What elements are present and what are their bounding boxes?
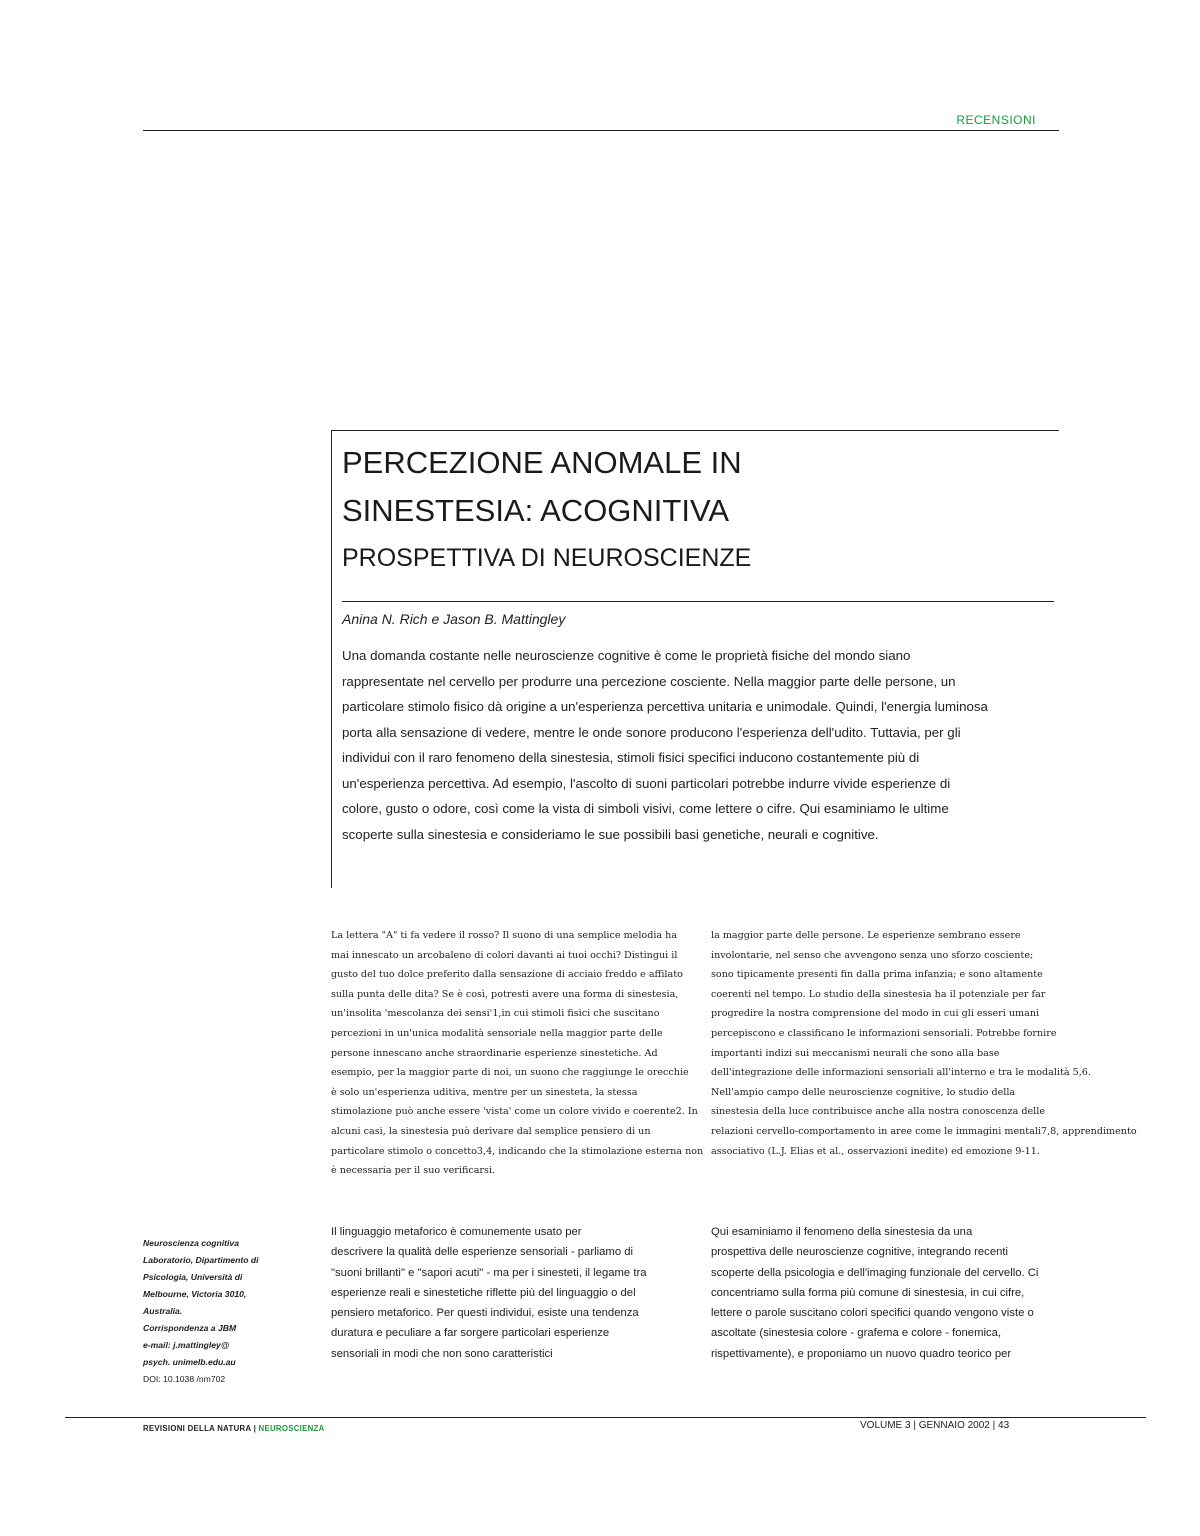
journal-name <box>143 1424 325 1433</box>
body-line: è solo un'esperienza uditiva, mentre per un sinesteta, la stessa <box>331 1086 638 1098</box>
body-column-2 <box>711 926 1137 1161</box>
body-line: lettere o parole suscitano colori specifici quando vengono viste o <box>711 1307 1034 1320</box>
doi-link[interactable]: DOI: 10.1038 /nm702 <box>143 1374 226 1384</box>
article-title-line-2: SINESTESIA: ACOGNITIVA <box>342 493 730 528</box>
abstract-line: particolare stimolo fisico dà origine a un'esperienza percettiva unitaria e unimodale. Quindi, l'energia luminosa <box>342 699 988 714</box>
journal-section: NEUROSCIENZA <box>258 1424 325 1433</box>
affiliation-line: psych. unimelb.edu.au <box>143 1357 236 1367</box>
body-line: mai innescato un arcobaleno di colori davanti ai tuoi occhi? Distingui il <box>331 949 678 961</box>
abstract <box>342 643 1047 847</box>
affiliation-line: Melbourne, Victoria 3010, <box>143 1289 247 1299</box>
body-line: gusto del tuo dolce preferito dalla sensazione di acciaio freddo e affilato <box>331 969 683 981</box>
body-line: progredire la nostra comprensione del modo in cui gli esseri umani <box>711 1008 1040 1020</box>
body-line: La lettera "A" ti fa vedere il rosso? Il suono di una semplice melodia ha <box>331 930 678 941</box>
body-line: descrivere la qualità delle esperienze sensoriali - parliamo di <box>331 1246 634 1259</box>
body-line: persone innescano anche straordinarie esperienze sinestetiche. Ad <box>331 1047 658 1059</box>
affiliation-line: e-mail: j.mattingley@ <box>143 1340 230 1350</box>
affiliation-line: Australia. <box>143 1306 183 1316</box>
title-box-left-border <box>331 430 332 888</box>
abstract-line: scoperte sulla sinestesia e consideriamo le sue possibili basi genetiche, neurali e cognitive. <box>342 826 879 842</box>
body-line: duratura e peculiare a far sorgere particolari esperienze <box>331 1327 610 1340</box>
abstract-line: colore, gusto o odore, così come la vista di simboli visivi, come lettere o cifre. Qui esaminiamo le ultime <box>342 801 949 816</box>
abstract-line: Una domanda costante nelle neuroscienze cognitive è come le proprietà fisiche del mondo siano <box>342 648 911 663</box>
affiliation-line: Psicologia, Università di <box>143 1272 243 1282</box>
body-line: "suoni brillanti" e "sapori acuti" - ma per i sinesteti, il legame tra <box>331 1266 647 1279</box>
affiliation-line: Neuroscienza cognitiva <box>143 1238 239 1248</box>
body-line: la maggior parte delle persone. Le esperienze sembrano essere <box>711 930 1021 941</box>
body-line: importanti indizi sui meccanismi neurali che sono alla base <box>711 1047 1000 1059</box>
body-line: alcuni casi, la sinestesia può derivare dal semplice pensiero di un <box>331 1125 651 1137</box>
body-line: associativo (L.J. Elias et al., osservazioni inedite) ed emozione 9-11. <box>711 1145 1040 1157</box>
body-line: rispettivamente), e proponiamo un nuovo quadro teorico per <box>711 1347 1012 1360</box>
article-subtitle: PROSPETTIVA DI NEUROSCIENZE <box>342 544 752 572</box>
author-affiliation <box>143 1235 313 1388</box>
body-line: Qui esaminiamo il fenomeno della sinestesia da una <box>711 1226 973 1238</box>
body-line: particolare stimolo o concetto3,4, indicando che la stimolazione esterna non <box>331 1145 704 1157</box>
body-line: ascoltate (sinestesia colore - grafema e colore - fonemica, <box>711 1327 1002 1340</box>
abstract-line: rappresentate nel cervello per produrre una percezione cosciente. Nella maggior parte delle persone, un <box>342 673 956 689</box>
header-rule <box>143 130 1059 131</box>
title-box-top-border <box>331 430 1059 431</box>
body-column-4 <box>711 1222 1071 1364</box>
body-line: dell'integrazione delle informazioni sensoriali all'interno e tra le modalità 5,6. <box>711 1067 1091 1079</box>
body-column-1 <box>331 926 704 1181</box>
body-line: percepiscono e classificano le informazioni sensoriali. Potrebbe fornire <box>711 1027 1057 1039</box>
issue-info: VOLUME 3 | GENNAIO 2002 | 43 <box>860 1420 1010 1431</box>
body-line: è necessaria per il suo verificarsi. <box>331 1165 496 1177</box>
body-line: pensiero metaforico. Per questi individui, esiste una tendenza <box>331 1307 639 1320</box>
body-column-3 <box>331 1222 691 1364</box>
abstract-line: un'esperienza percettiva. Ad esempio, l'ascolto di suoni particolari potrebbe indurre vivide esperienze di <box>342 775 951 791</box>
section-label: RECENSIONI <box>956 113 1036 127</box>
body-line: relazioni cervello-comportamento in aree come le immagini mentali7,8, apprendimento <box>711 1125 1137 1137</box>
body-line: concentriamo sulla forma più comune di sinestesia, in cui cifre, <box>711 1286 1025 1299</box>
body-line: Il linguaggio metaforico è comunemente usato per <box>331 1226 582 1238</box>
body-line: sono tipicamente presenti fin dalla prima infanzia; e sono altamente <box>711 969 1043 981</box>
journal-prefix: REVISIONI DELLA NATURA | <box>143 1424 259 1433</box>
body-line: prospettiva delle neuroscienze cognitive, integrando recenti <box>711 1246 1009 1259</box>
body-line: sensoriali in modi che non sono caratteristici <box>331 1347 553 1360</box>
body-line: esperienze reali e sinestetiche riflette più del linguaggio o del <box>331 1286 636 1299</box>
footer-rule <box>65 1417 1146 1418</box>
body-line: sulla punta delle dita? Se è così, potresti avere una forma di sinestesia, <box>331 988 679 1000</box>
affiliation-line: Corrispondenza a JBM <box>143 1323 237 1333</box>
body-line: un'insolita 'mescolanza dei sensi'1,in cui stimoli fisici che suscitano <box>331 1008 660 1020</box>
body-line: involontarie, nel senso che avvengono senza uno sforzo cosciente; <box>711 949 1034 961</box>
abstract-line: individui con il raro fenomeno della sinestesia, stimoli fisici specifici inducono costantemente più di <box>342 750 920 765</box>
body-line: coerenti nel tempo. Lo studio della sinestesia ha il potenziale per far <box>711 988 1046 1000</box>
article-title-line-1: PERCEZIONE ANOMALE IN <box>342 445 742 480</box>
affiliation-line: Laboratorio, Dipartimento di <box>143 1255 259 1265</box>
article-authors: Anina N. Rich e Jason B. Mattingley <box>342 611 566 627</box>
body-line: esempio, per la maggior parte di noi, un suono che raggiunge le orecchie <box>331 1067 689 1079</box>
body-line: percezioni in un'unica modalità sensoriale nella maggior parte delle <box>331 1027 663 1039</box>
body-line: stimolazione può anche essere 'vista' come un colore vivido e coerente2. In <box>331 1106 698 1118</box>
title-divider <box>342 601 1054 602</box>
abstract-line: porta alla sensazione di vedere, mentre le onde sonore producono l'esperienza dell'udito. Tuttavia, per gli <box>342 724 961 740</box>
body-line: Nell'ampio campo delle neuroscienze cognitive, lo studio della <box>711 1086 1016 1098</box>
body-line: scoperte della psicologia e dell'imaging funzionale del cervello. Ci <box>711 1266 1039 1279</box>
body-line: sinestesia della luce contribuisce anche alla nostra conoscenza delle <box>711 1106 1045 1118</box>
